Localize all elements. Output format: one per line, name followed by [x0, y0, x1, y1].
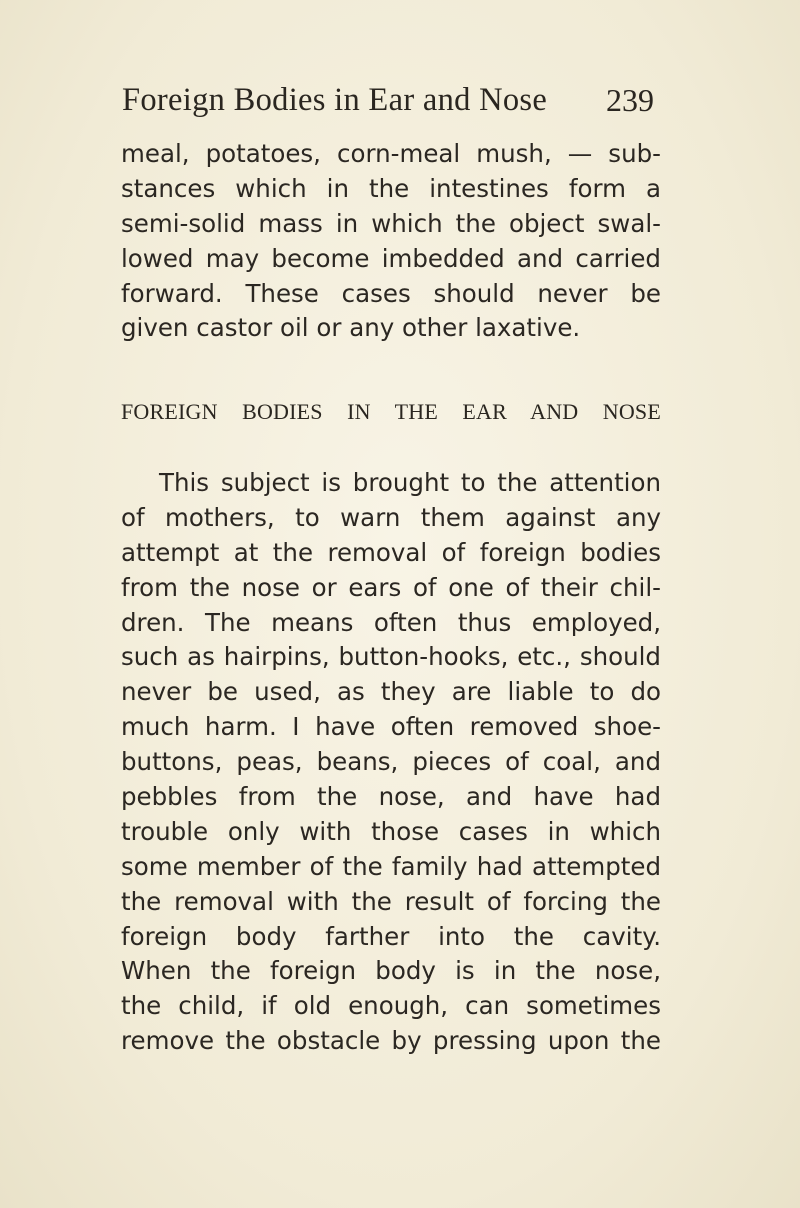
text-line: meal, potatoes, corn-meal mush, — sub-: [121, 139, 661, 168]
text-line: This subject is brought to the attention: [159, 468, 661, 497]
text-line: stances which in the intestines form a: [121, 173, 661, 203]
text-line: the removal with the result of forcing the: [121, 886, 661, 916]
text-line: attempt at the removal of foreign bodies: [121, 537, 661, 567]
text-line: pebbles from the nose, and have had: [121, 782, 661, 812]
text-line: lowed may become imbedded and carried: [121, 243, 661, 273]
text-line: given castor oil or any other laxative.: [121, 313, 581, 343]
text-line: foreign body farther into the cavity.: [121, 921, 661, 951]
paragraph-body: [121, 466, 661, 1059]
text-line: never be used, as they are liable to do: [121, 677, 661, 707]
running-head: [122, 76, 654, 124]
text-line: remove the obstacle by pressing upon the: [121, 1026, 661, 1056]
text-line: When the foreign body is in the nose,: [121, 956, 661, 986]
running-title: Foreign Bodies in Ear and Nose: [122, 82, 548, 118]
text-line: semi-solid mass in which the object swal-: [121, 208, 661, 238]
text-line: buttons, peas, beans, pieces of coal, and: [121, 747, 661, 777]
text-line: trouble only with those cases in which: [121, 816, 661, 846]
text-line: the child, if old enough, can sometimes: [121, 991, 661, 1021]
text-line: dren. The means often thus employed,: [121, 607, 661, 637]
section-heading: FOREIGN BODIES IN THE EAR AND NOSE: [121, 399, 661, 424]
paragraph-continued: [121, 137, 661, 346]
text-line: such as hairpins, button-hooks, etc., should: [121, 642, 661, 672]
text-line: much harm. I have often removed shoe-: [121, 712, 661, 742]
text-line: some member of the family had attempted: [121, 851, 661, 881]
text-line: forward. These cases should never be: [121, 278, 661, 308]
text-line: from the nose or ears of one of their chil-: [121, 572, 661, 602]
page-number: 239: [606, 82, 654, 118]
text-line: of mothers, to warn them against any: [121, 502, 661, 532]
